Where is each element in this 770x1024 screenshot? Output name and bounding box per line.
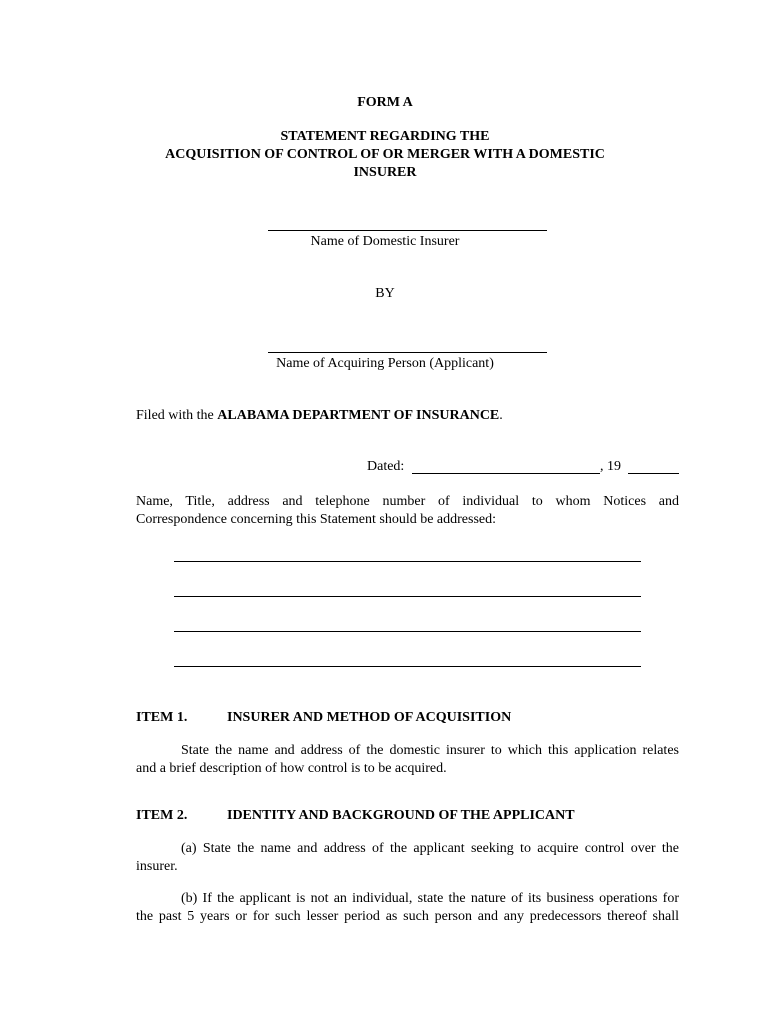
title-line-3: INSURER — [353, 165, 417, 180]
form-label: FORM A — [357, 95, 413, 110]
dated-label: Dated: — [367, 459, 405, 474]
dated-date-blank[interactable] — [412, 473, 600, 474]
dated-year-prefix: , 19 — [600, 459, 621, 474]
department-name: ALABAMA DEPARTMENT OF INSURANCE — [217, 408, 500, 423]
address-blank-4[interactable] — [174, 666, 641, 667]
filed-prefix: Filed with the — [136, 408, 214, 423]
filed-suffix: . — [499, 408, 503, 423]
domestic-insurer-label: Name of Domestic Insurer — [310, 234, 460, 249]
address-blank-2[interactable] — [174, 596, 641, 597]
item-2-para-a-line-1: (a) State the name and address of the applicant seeking to acquire control over the — [181, 841, 679, 856]
notice-line-2: Correspondence concerning this Statement should be addressed: — [136, 512, 497, 527]
dated-year-blank[interactable] — [628, 473, 679, 474]
item-2-para-a-line-2: insurer. — [136, 859, 178, 874]
item-2-para-b-line-1: (b) If the applicant is not an individual, state the nature of its business operations for — [181, 891, 679, 906]
item-1-number: ITEM 1. — [136, 710, 188, 725]
title-line-2: ACQUISITION OF CONTROL OF OR MERGER WITH A DOMESTIC — [165, 147, 605, 162]
title-line-1: STATEMENT REGARDING THE — [280, 129, 490, 144]
address-blank-1[interactable] — [174, 561, 641, 562]
domestic-insurer-blank[interactable] — [268, 230, 547, 231]
filed-with-statement — [136, 408, 503, 424]
item-1-heading: INSURER AND METHOD OF ACQUISITION — [227, 710, 512, 725]
applicant-name-label: Name of Acquiring Person (Applicant) — [276, 356, 494, 371]
item-1-body-line-1: State the name and address of the domestic insurer to which this application relates — [181, 743, 679, 758]
address-blank-3[interactable] — [174, 631, 641, 632]
item-2-heading: IDENTITY AND BACKGROUND OF THE APPLICANT — [227, 808, 575, 823]
item-1-body-line-2: and a brief description of how control is to be acquired. — [136, 761, 447, 776]
item-2-para-b-line-2: the past 5 years or for such lesser period as such person and any predecessors thereof shall — [136, 909, 679, 924]
applicant-name-blank[interactable] — [268, 352, 547, 353]
notice-line-1: Name, Title, address and telephone number of individual to whom Notices and — [136, 494, 679, 509]
item-2-number: ITEM 2. — [136, 808, 188, 823]
by-label: BY — [375, 286, 395, 301]
